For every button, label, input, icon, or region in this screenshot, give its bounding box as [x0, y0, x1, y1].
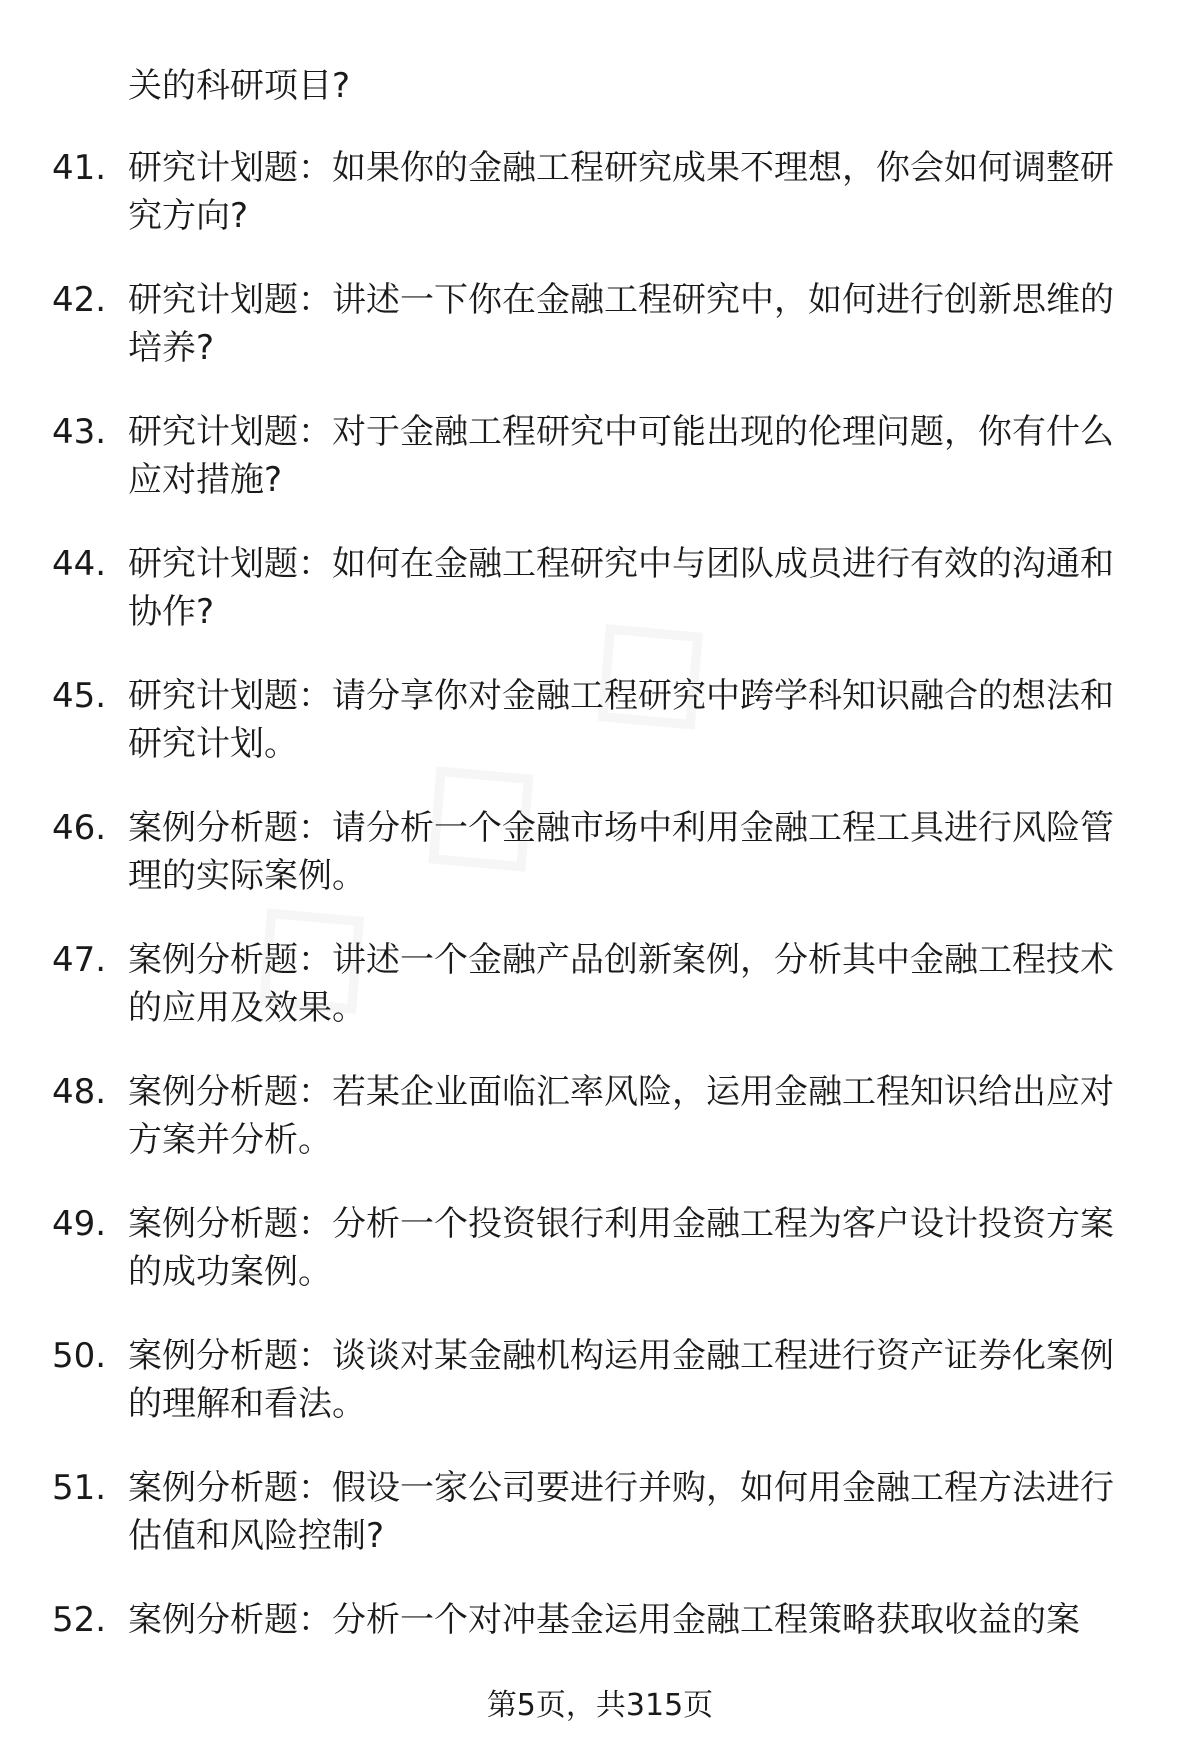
question-item: [0, 936, 1200, 1068]
question-number: 44.: [52, 544, 107, 584]
question-text: 研究计划题：对于金融工程研究中可能出现的伦理问题，你有什么应对措施?: [128, 412, 1114, 500]
question-number: 49.: [52, 1204, 107, 1244]
page-footer: 第5页，共315页: [486, 1688, 714, 1723]
question-item: [0, 672, 1200, 804]
question-text: 研究计划题：请分享你对金融工程研究中跨学科知识融合的想法和研究计划。: [128, 676, 1114, 764]
question-number: 43.: [52, 412, 107, 452]
question-text: 研究计划题：如何在金融工程研究中与团队成员进行有效的沟通和协作?: [128, 544, 1114, 632]
question-list: [0, 144, 1200, 1728]
question-item: [0, 540, 1200, 672]
question-number: 51.: [52, 1468, 107, 1508]
continuation-text: 关的科研项目?: [128, 66, 351, 106]
question-number: 52.: [52, 1600, 107, 1640]
question-number: 48.: [52, 1072, 107, 1112]
question-item: [0, 408, 1200, 540]
question-item: [0, 276, 1200, 408]
question-number: 47.: [52, 940, 107, 980]
question-text: 案例分析题：若某企业面临汇率风险，运用金融工程知识给出应对方案并分析。: [128, 1072, 1114, 1160]
question-number: 42.: [52, 280, 107, 320]
question-text: 案例分析题：假设一家公司要进行并购，如何用金融工程方法进行估值和风险控制?: [128, 1468, 1114, 1556]
question-item: [0, 1332, 1200, 1464]
question-number: 45.: [52, 676, 107, 716]
question-text: 案例分析题：请分析一个金融市场中利用金融工程工具进行风险管理的实际案例。: [128, 808, 1114, 896]
question-text: 研究计划题：讲述一下你在金融工程研究中，如何进行创新思维的培养?: [128, 280, 1114, 368]
question-text: 案例分析题：分析一个投资银行利用金融工程为客户设计投资方案的成功案例。: [128, 1204, 1114, 1292]
question-number: 46.: [52, 808, 107, 848]
question-number: 41.: [52, 148, 107, 188]
question-text: 案例分析题：分析一个对冲基金运用金融工程策略获取收益的案: [128, 1600, 1080, 1640]
question-text: 案例分析题：谈谈对某金融机构运用金融工程进行资产证券化案例的理解和看法。: [128, 1336, 1114, 1424]
question-text: 案例分析题：讲述一个金融产品创新案例，分析其中金融工程技术的应用及效果。: [128, 940, 1114, 1028]
question-text: 研究计划题：如果你的金融工程研究成果不理想，你会如何调整研究方向?: [128, 148, 1114, 236]
question-item: [0, 1464, 1200, 1596]
question-item: [0, 1200, 1200, 1332]
question-item: [0, 144, 1200, 276]
question-number: 50.: [52, 1336, 107, 1376]
question-item: [0, 1068, 1200, 1200]
question-item: [0, 804, 1200, 936]
